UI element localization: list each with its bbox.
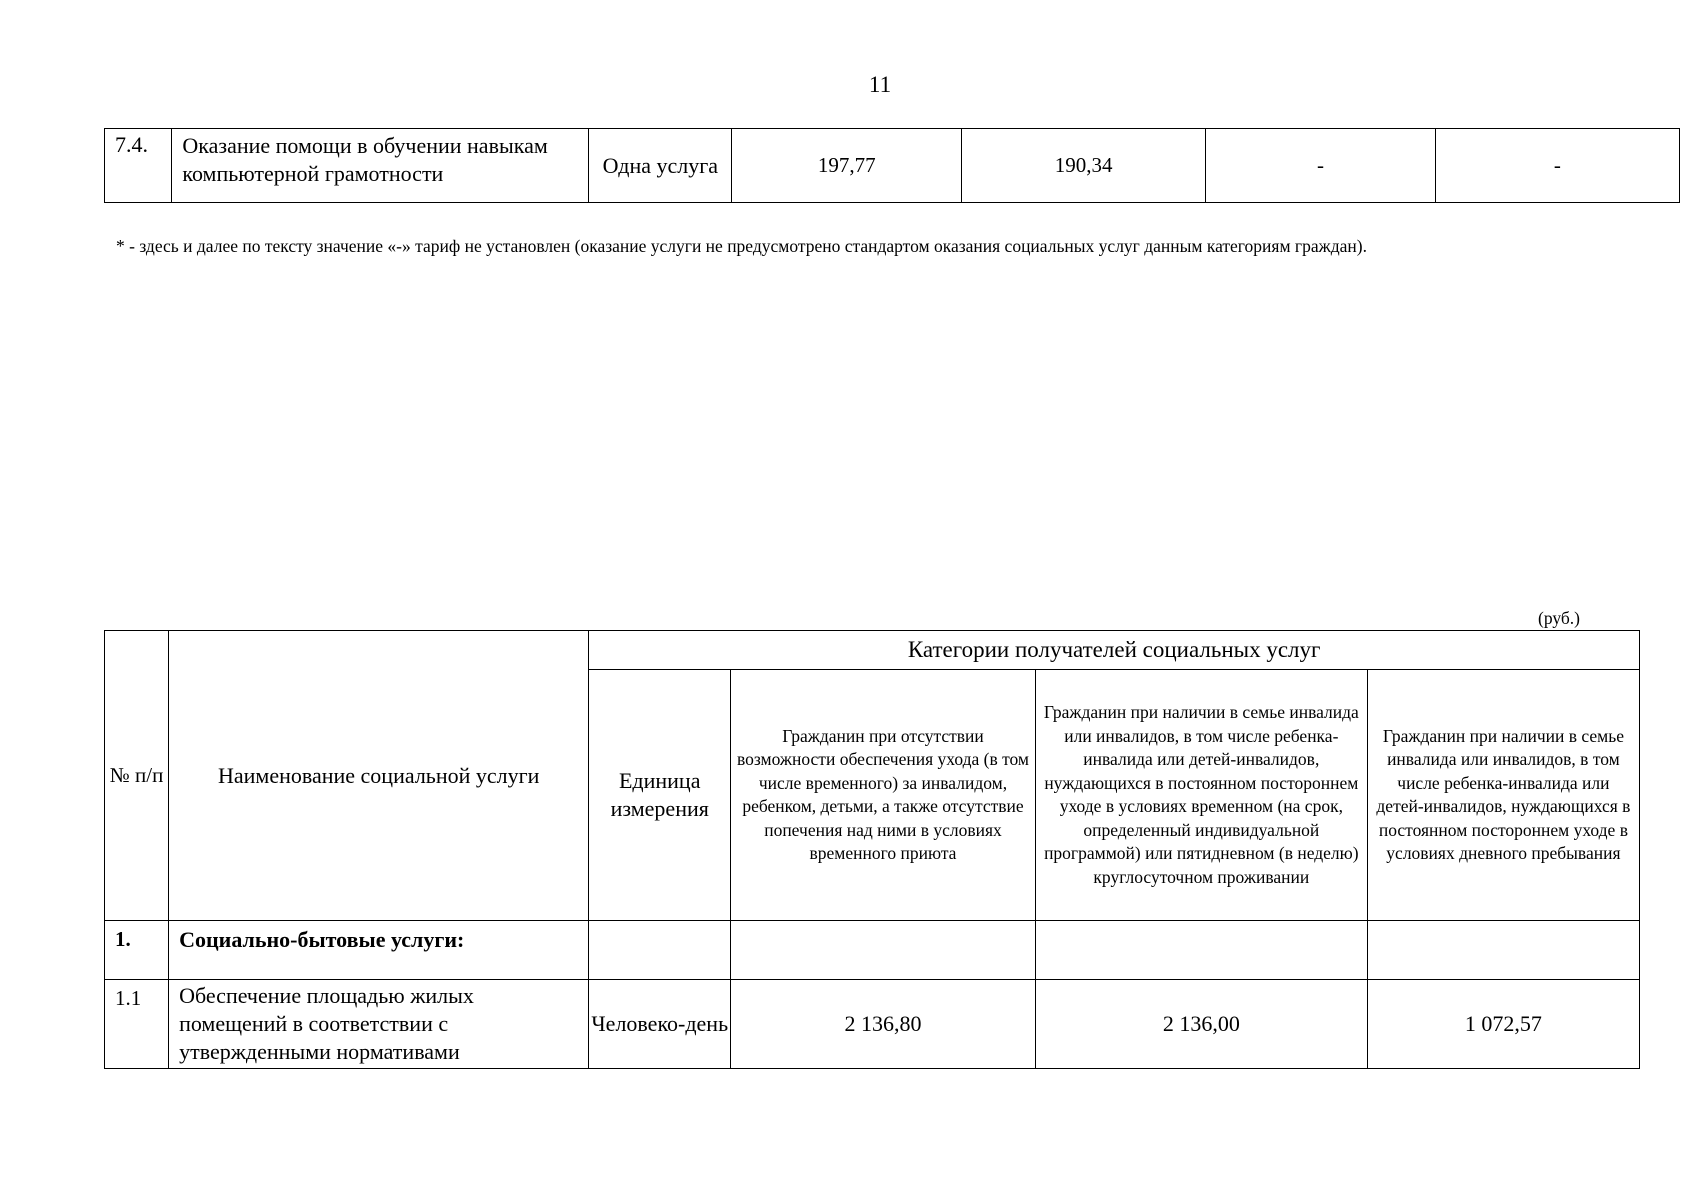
- service-name: Оказание помощи в обучении навыкам компьютерной грамотности: [172, 129, 589, 203]
- row-number: 1.1: [105, 980, 169, 1069]
- tariff-table-continuation: [104, 128, 1680, 203]
- section-number: 1.: [105, 921, 169, 980]
- row-number: 7.4.: [105, 129, 172, 203]
- table-row: [105, 980, 1640, 1069]
- unit-of-measure: Человеко-день: [589, 980, 731, 1069]
- empty-cell: [1367, 921, 1639, 980]
- empty-cell: [589, 921, 731, 980]
- tariff-value: 2 136,00: [1035, 980, 1367, 1069]
- table-header-row: [105, 631, 1640, 670]
- column-header-service-name: Наименование социальной услуги: [169, 631, 589, 921]
- column-header-number: № п/п: [105, 631, 169, 921]
- section-row: [105, 921, 1640, 980]
- column-header-unit: Единица измерения: [589, 670, 731, 921]
- section-title: Социально-бытовые услуги:: [169, 921, 589, 980]
- column-header-category: Гражданин при наличии в семье инвалида или инвалидов, в том числе ребенка-инвалида или детей-инвалидов, нуждающихся в постоянном постороннем уходе в условиях временном (на срок, определенный индивидуальной программой) или пятидневном (в неделю) круглосуточном проживании: [1035, 670, 1367, 921]
- tariff-value: 2 136,80: [731, 980, 1036, 1069]
- tariff-value: 1 072,57: [1367, 980, 1639, 1069]
- footnote: * - здесь и далее по тексту значение «-» тариф не установлен (оказание услуги не предусмотрено стандартом оказания социальных услуг данным категориям граждан).: [116, 236, 1367, 256]
- tariff-value: -: [1206, 129, 1436, 203]
- tariff-value: 197,77: [732, 129, 962, 203]
- tariff-value: 190,34: [961, 129, 1205, 203]
- tariff-table: [104, 630, 1640, 1069]
- currency-note: (руб.): [1538, 608, 1580, 628]
- tariff-value: -: [1435, 129, 1679, 203]
- service-name: Обеспечение площадью жилых помещений в соответствии с утвержденными нормативами: [169, 980, 589, 1069]
- empty-cell: [1035, 921, 1367, 980]
- column-header-category: Гражданин при наличии в семье инвалида или инвалидов, в том числе ребенка-инвалида или детей-инвалидов, нуждающихся в постоянном постороннем уходе в условиях дневного пребывания: [1367, 670, 1639, 921]
- column-header-categories: Категории получателей социальных услуг: [589, 631, 1640, 670]
- page-number: 11: [868, 72, 892, 97]
- table-row: [105, 129, 1680, 203]
- column-header-category: Гражданин при отсутствии возможности обеспечения ухода (в том числе временного) за инвалидом, ребенком, детьми, а также отсутствие попечения над ними в условиях временного приюта: [731, 670, 1036, 921]
- unit-of-measure: Одна услуга: [589, 129, 732, 203]
- empty-cell: [731, 921, 1036, 980]
